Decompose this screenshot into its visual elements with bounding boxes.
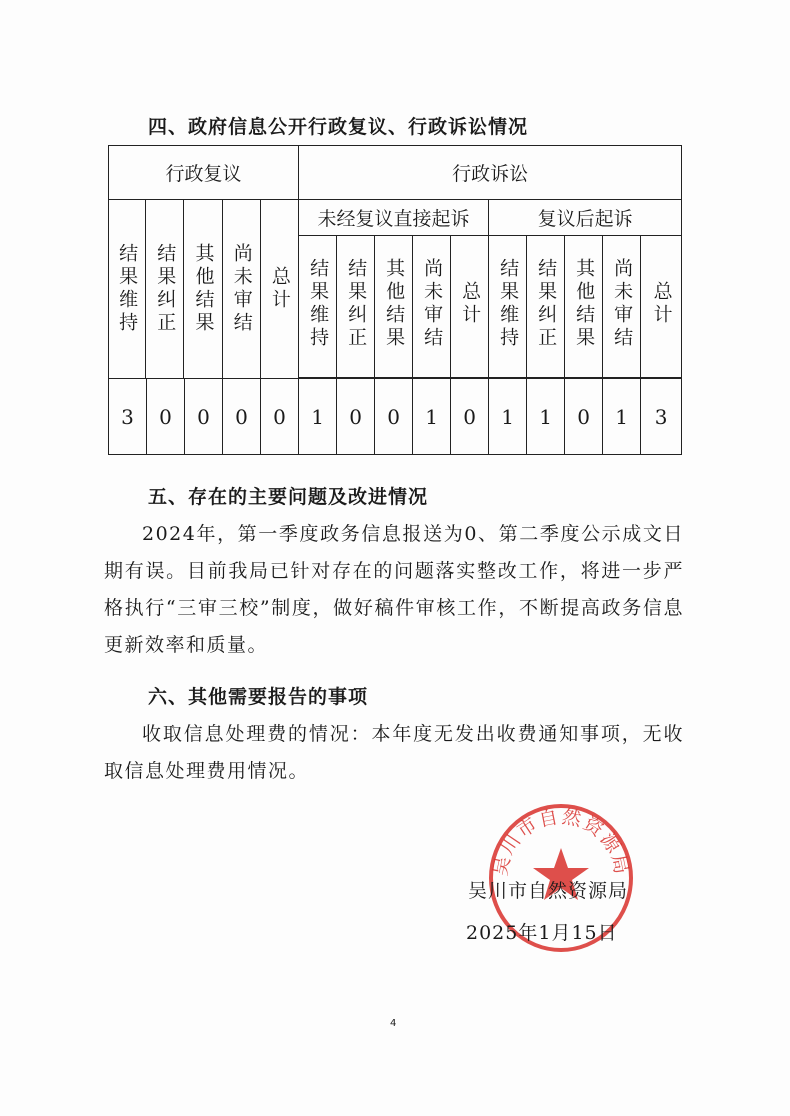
section-5-body: 2024年，第一季度政务信息报送为0、第二季度公示成文日期有误。目前我局已针对存在的问题落实整改工作，将进一步严格执行“三审三校”制度，做好稿件审核工作，不断提高政务信息更新效率和质量。 (104, 523, 684, 656)
after-other-value: 0 (565, 379, 603, 455)
direct-col-corrected: 结果纠正 (337, 236, 375, 378)
review-other-value: 0 (185, 379, 223, 455)
direct-col-pending: 尚未审结 (413, 236, 451, 378)
signature-date: 2025年1月15日 (466, 922, 618, 944)
review-col-upheld: 结果维持 (108, 199, 146, 378)
review-col-other: 其他结果 (184, 199, 222, 378)
after-corrected-value: 1 (527, 379, 565, 455)
section-5-heading: 五、存在的主要问题及改进情况 (148, 486, 429, 508)
section-6-heading: 六、其他需要报告的事项 (148, 686, 369, 708)
review-total-value: 0 (261, 379, 299, 455)
review-pending-value: 0 (223, 379, 261, 455)
page-number: 4 (390, 1018, 397, 1029)
seal-text: 吴川市自然资源局 (489, 805, 633, 878)
review-col-pending: 尚未审结 (223, 199, 261, 378)
after-col-total: 总计 (641, 236, 682, 378)
review-column-headers (108, 199, 298, 378)
direct-col-total: 总计 (451, 236, 489, 378)
after-review-suit-header: 复议后起诉 (489, 200, 682, 236)
signature-org: 吴川市自然资源局 (468, 880, 629, 902)
admin-litigation-header: 行政诉讼 (299, 146, 682, 200)
direct-col-other: 其他结果 (375, 236, 413, 378)
admin-review-header: 行政复议 (109, 146, 299, 200)
section-6-body: 收取信息处理费的情况：本年度无发出收费通知事项，无收取信息处理费用情况。 (104, 723, 684, 782)
review-col-total: 总计 (261, 199, 298, 378)
after-pending-value: 1 (603, 379, 641, 455)
section-4-heading: 四、政府信息公开行政复议、行政诉讼情况 (148, 116, 529, 138)
after-col-upheld: 结果维持 (489, 236, 527, 378)
direct-upheld-value: 1 (299, 379, 337, 455)
direct-suit-header: 未经复议直接起诉 (299, 200, 489, 236)
after-col-corrected: 结果纠正 (527, 236, 565, 378)
review-corrected-value: 0 (147, 379, 185, 455)
direct-other-value: 0 (375, 379, 413, 455)
review-upheld-value: 3 (109, 379, 147, 455)
after-col-other: 其他结果 (565, 236, 603, 378)
direct-col-upheld: 结果维持 (299, 236, 337, 378)
direct-total-value: 0 (451, 379, 489, 455)
after-upheld-value: 1 (489, 379, 527, 455)
direct-pending-value: 1 (413, 379, 451, 455)
review-col-corrected: 结果纠正 (146, 199, 184, 378)
after-total-value: 3 (641, 379, 682, 455)
after-col-pending: 尚未审结 (603, 236, 641, 378)
direct-corrected-value: 0 (337, 379, 375, 455)
